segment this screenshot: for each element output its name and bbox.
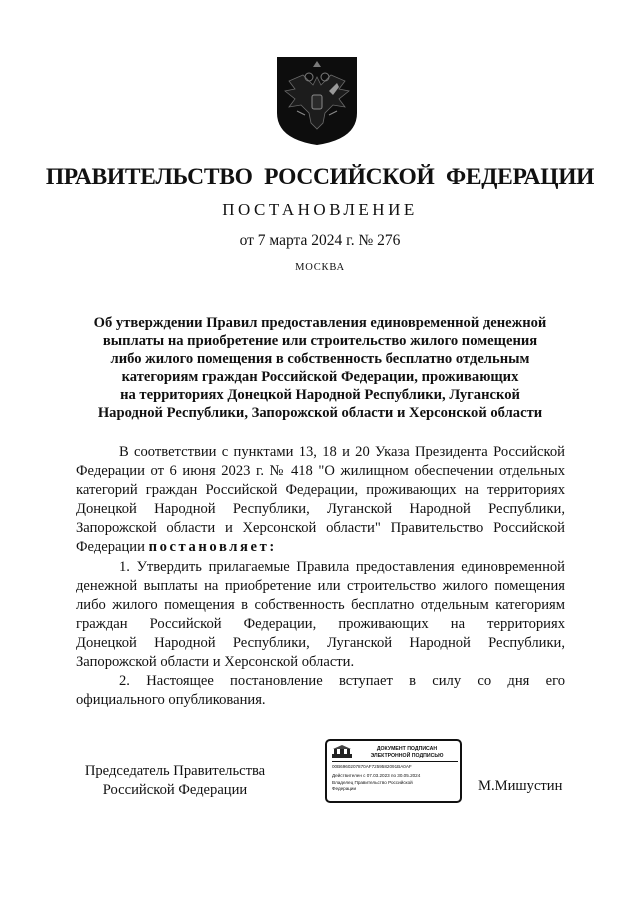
item1-line: граждан Российской Федерации, проживающих на территориях — [76, 615, 565, 632]
title-line: либо жилого помещения в собственность бесплатно отдельным — [110, 351, 530, 367]
preamble-line: категорий граждан Российской Федерации, проживающих на территориях — [76, 482, 565, 499]
title-line: категориям граждан Российской Федерации, проживающих — [121, 369, 519, 385]
document-title — [70, 314, 570, 422]
stamp-heading-line: ЭЛЕКТРОННОЙ ПОДПИСЬЮ — [370, 752, 444, 759]
item2-line: 2. Настоящее постановление вступает в силу со дня его — [119, 673, 565, 690]
stamp-heading-line: ДОКУМЕНТ ПОДПИСАН — [376, 746, 438, 752]
stamp-validity: Действителен с 07.03.2023 по 30.05.2024 — [332, 773, 421, 778]
preamble-last-text: Федерации — [76, 539, 145, 556]
preamble-line: В соответствии с пунктами 13, 18 и 20 Указа Президента Российской — [119, 444, 565, 460]
item2-line: официального опубликования. — [76, 692, 266, 709]
government-name: ПРАВИТЕЛЬСТВО РОССИЙСКОЙ ФЕДЕРАЦИИ — [45, 164, 595, 190]
item1-line: денежной выплаты на приобретение или строительство жилого помещения — [76, 577, 565, 594]
signatory-name: М.Мишустин — [478, 778, 563, 794]
position-line: Председатель Правительства — [84, 763, 266, 779]
digital-signature-stamp — [325, 739, 462, 803]
preamble-last-line — [76, 538, 565, 557]
coat-of-arms-icon — [275, 55, 359, 147]
position-line: Российской Федерации — [102, 782, 248, 798]
city: МОСКВА — [295, 262, 345, 273]
item1-line: Запорожской области и Херсонской области. — [76, 654, 355, 671]
coat-of-arms-small-icon — [331, 745, 353, 759]
document-type: ПОСТАНОВЛЕНИЕ — [222, 200, 418, 219]
item1-line: либо жилого помещения в собственность бесплатно отдельным категориям — [76, 596, 565, 613]
title-line: на территориях Донецкой Народной Республики, Луганской — [120, 387, 520, 403]
item1-line: Донецкой Народной Республики, Луганской Народной Республики, — [76, 634, 565, 651]
item1-line: 1. Утвердить прилагаемые Правила предоставления единовременной — [119, 558, 565, 575]
title-line: выплаты на приобретение или строительство жилого помещения — [102, 333, 538, 349]
resolves-word: постановляет: — [148, 539, 277, 556]
preamble-line: Запорожской области и Херсонской области" Правительство Российской — [76, 520, 565, 537]
title-line: Народной Республики, Запорожской области и Херсонской области — [97, 405, 543, 421]
preamble-line: Федерации от 6 июня 2023 г. № 418 "О жилищном обеспечении отдельных — [76, 463, 565, 480]
document-body — [76, 443, 565, 710]
stamp-serial: 00B6960207870AF7259582091BA0AF — [332, 764, 412, 769]
signatory-position — [80, 762, 270, 800]
stamp-heading — [353, 746, 461, 759]
preamble-line: Донецкой Народной Республики, Луганской Народной Республики, — [76, 501, 565, 518]
stamp-owner-cont: Федерации — [332, 786, 357, 791]
date-and-number: от 7 марта 2024 г. № 276 — [239, 232, 401, 249]
stamp-divider — [332, 761, 458, 762]
stamp-owner: Владелец Правительство Российской — [332, 780, 413, 785]
title-line: Об утверждении Правил предоставления единовременной денежной — [93, 315, 547, 331]
